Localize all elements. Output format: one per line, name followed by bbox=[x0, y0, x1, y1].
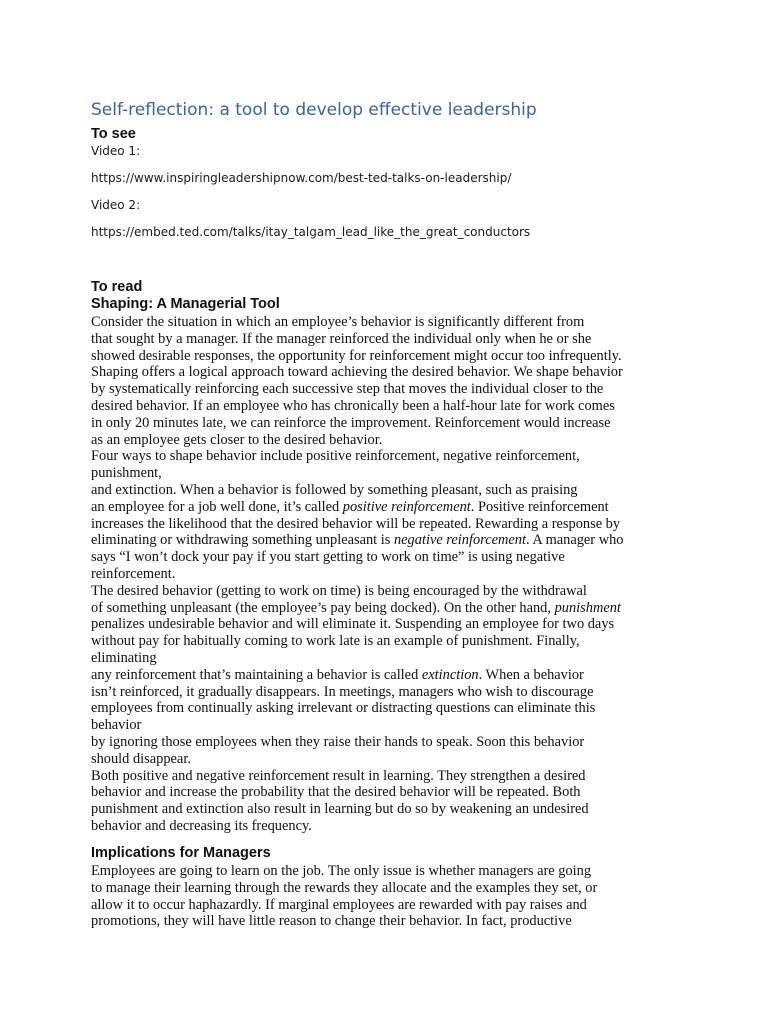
text-line: isn’t reinforced, it gradually disappears. In meetings, managers who wish to discourage bbox=[91, 683, 594, 700]
text-line: allow it to occur haphazardly. If marginal employees are rewarded with pay raises and bbox=[91, 896, 587, 913]
text-line: behavior and increase the probability that the desired behavior will be repeated. Both bbox=[91, 784, 581, 801]
text-line: Employees are going to learn on the job. The only issue is whether managers are going bbox=[91, 863, 592, 879]
text-line: behavior and decreasing its frequency. bbox=[91, 817, 312, 834]
shaping-section-text bbox=[91, 314, 623, 835]
text-lines-e bbox=[91, 684, 623, 835]
text-line: penalizes undesirable behavior and will eliminate it. Suspending an employee for two days bbox=[91, 616, 615, 633]
text-line: of something unpleasant (the employee’s pay being docked). On the other hand, punishment bbox=[91, 599, 621, 616]
text-line: Shaping offers a logical approach toward achieving the desired behavior. We shape behavior bbox=[91, 364, 623, 381]
text-lines-c bbox=[91, 549, 623, 599]
text-line: to manage their learning through the rewards they allocate and the examples they set, or bbox=[91, 879, 598, 896]
term-extinction: extinction bbox=[421, 666, 479, 683]
text-line: employees from continually asking irrelevant or distracting questions can eliminate this bbox=[91, 700, 596, 717]
text-line: promotions, they will have little reason to change their behavior. In fact, productive bbox=[91, 913, 572, 930]
video-2-label: Video 2: bbox=[91, 198, 141, 212]
term-negative-reinforcement: negative reinforcement bbox=[393, 532, 526, 549]
text-line: as an employee gets closer to the desired behavior. bbox=[91, 431, 383, 448]
text-line: any reinforcement that’s maintaining a behavior is called extinction. When a behavior bbox=[91, 666, 584, 683]
text-line: Both positive and negative reinforcement result in learning. They strengthen a desired bbox=[91, 767, 586, 784]
text-line: should disappear. bbox=[91, 750, 191, 767]
text-line: Four ways to shape behavior include positive reinforcement, negative reinforcement, bbox=[91, 448, 580, 465]
text-line: increases the likelihood that the desired behavior will be repeated. Rewarding a response by bbox=[91, 515, 621, 532]
text-line: showed desirable responses, the opportunity for reinforcement might occur too infrequently. bbox=[91, 347, 622, 364]
text-line: desired behavior. If an employee who has chronically been a half-hour late for work comes bbox=[91, 397, 615, 414]
text-line: that sought by a manager. If the manager reinforced the individual only when he or she bbox=[91, 330, 592, 347]
document-title: Self-reflection: a tool to develop effective leadership bbox=[91, 100, 537, 120]
text-line: eliminating or withdrawing something unpleasant is negative reinforcement. A manager who bbox=[91, 532, 624, 549]
text-line: eliminating bbox=[91, 649, 157, 666]
implications-lines bbox=[91, 863, 597, 930]
implications-heading: Implications for Managers bbox=[91, 845, 271, 861]
text-line: reinforcement. bbox=[91, 565, 176, 582]
video-2-link[interactable]: https://embed.ted.com/talks/itay_talgam_lead_like_the_great_conductors bbox=[91, 225, 531, 239]
text-line: Consider the situation in which an employee’s behavior is significantly different from bbox=[91, 314, 585, 330]
text-line: punishment, bbox=[91, 465, 162, 482]
text-line: an employee for a job well done, it’s called positive reinforcement. Positive reinforcement bbox=[91, 498, 609, 515]
video-1-link[interactable]: https://www.inspiringleadershipnow.com/best-ted-talks-on-leadership/ bbox=[91, 171, 512, 185]
video-1-label: Video 1: bbox=[91, 144, 141, 158]
shaping-lines bbox=[91, 314, 623, 499]
text-line: The desired behavior (getting to work on time) is being encouraged by the withdrawal bbox=[91, 582, 587, 599]
text-line: punishment and extinction also result in learning but do so by weakening an undesired bbox=[91, 801, 589, 818]
text-lines-d bbox=[91, 616, 623, 666]
term-positive-reinforcement: positive reinforcement bbox=[342, 498, 471, 515]
text-line: behavior bbox=[91, 717, 142, 734]
text-lines-b bbox=[91, 516, 623, 533]
text-line: without pay for habitually coming to work late is an example of punishment. Finally, bbox=[91, 633, 580, 650]
to-see-heading: To see bbox=[91, 126, 136, 142]
term-punishment: punishment bbox=[554, 599, 621, 616]
to-read-heading: To read bbox=[91, 279, 143, 295]
text-line: says “I won’t dock your pay if you start getting to work on time” is using negative bbox=[91, 549, 565, 566]
text-line: and extinction. When a behavior is followed by something pleasant, such as praising bbox=[91, 481, 578, 498]
text-line: in only 20 minutes late, we can reinforce the improvement. Reinforcement would increase bbox=[91, 414, 611, 431]
implications-section-text bbox=[91, 863, 597, 930]
text-line: by systematically reinforcing each successive step that moves the individual closer to the bbox=[91, 381, 604, 398]
shaping-heading: Shaping: A Managerial Tool bbox=[91, 296, 280, 312]
text-line: by ignoring those employees when they raise their hands to speak. Soon this behavior bbox=[91, 733, 585, 750]
